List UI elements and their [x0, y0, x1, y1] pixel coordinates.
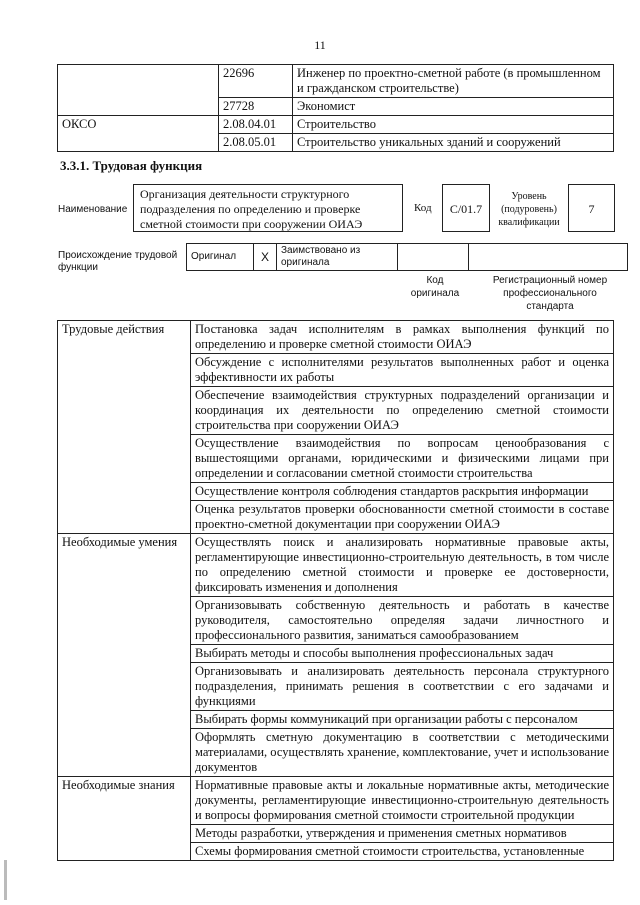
- reg-number-cell: [469, 244, 628, 271]
- category-cell: Необходимые знания: [58, 777, 191, 861]
- table-cell: 22696: [219, 65, 293, 98]
- table-cell: Осуществлять поиск и анализировать нормативные правовые акты, регламентирующие инвестиционно-строительную деятельность, в том числе по определению сметной стоимости и проверке ее достоверности, фиксировать изменения и дополнения: [191, 534, 614, 597]
- table-row: [58, 116, 614, 134]
- table-row: [58, 65, 614, 98]
- table-cell: Методы разработки, утверждения и применения сметных нормативов: [191, 825, 614, 843]
- table-cell: 27728: [219, 98, 293, 116]
- table-cell: Осуществление взаимодействия по вопросам ценообразования с вышестоящими органами, юридическими и физическими лицами при определении и согласовании сметной стоимости строительства: [191, 435, 614, 483]
- origin-label: Происхождение трудовой функции: [58, 250, 178, 273]
- table-cell: Строительство уникальных зданий и сооружений: [293, 134, 614, 152]
- table-row: [187, 244, 628, 271]
- table-cell: Обсуждение с исполнителями результатов выполненных работ и оценка эффективности их работы: [191, 354, 614, 387]
- section-heading: 3.3.1. Трудовая функция: [60, 158, 203, 173]
- category-cell: Необходимые умения: [58, 534, 191, 777]
- table-cell: Организовывать собственную деятельность и работать в качестве руководителя, самостоятельно определяя задачи личностного и профессионального развития, заниматься самообразованием: [191, 597, 614, 645]
- table-cell: Оформлять сметную документацию в соответствии с методическими материалами, осуществлять хранение, комплектование, учет и использование документов: [191, 729, 614, 777]
- table-cell: Выбирать формы коммуникаций при организации работы с персоналом: [191, 711, 614, 729]
- table-row: [58, 777, 614, 825]
- table-cell: Строительство: [293, 116, 614, 134]
- code-original-label: Код оригинала: [410, 275, 460, 299]
- scan-edge-mark: [4, 860, 7, 900]
- original-mark: X: [254, 244, 277, 271]
- code-label: Код: [414, 202, 432, 214]
- table-cell: 2.08.04.01: [219, 116, 293, 134]
- table-row: [58, 534, 614, 597]
- functions-table: [57, 320, 614, 861]
- function-name-box: Организация деятельности структурного подразделения по определению и проверке сметной стоимости при сооружении ОИАЭ: [133, 184, 403, 232]
- table-cell: [58, 65, 219, 116]
- table-cell: Инженер по проектно-сметной работе (в промышленном и гражданском строительстве): [293, 65, 614, 98]
- origin-table: [186, 243, 628, 271]
- level-value-box: 7: [568, 184, 615, 232]
- table-cell: Схемы формирования сметной стоимости строительства, установленные: [191, 843, 614, 861]
- table-cell: Экономист: [293, 98, 614, 116]
- level-label: Уровень (подуровень) квалификации: [498, 191, 560, 228]
- reg-number-label: Регистрационный номер профессионального стандарта: [492, 275, 608, 312]
- table-cell: Нормативные правовые акты и локальные нормативные акты, методические документы, регламентирующие инвестиционно-строительную деятельность и вопросы формирования сметной стоимости строительной продукции: [191, 777, 614, 825]
- table-cell: Организовывать и анализировать деятельность персонала структурного подразделения, принимать решения в соответствии с его задачами и функциями: [191, 663, 614, 711]
- name-label: Наименование: [58, 204, 128, 215]
- code-value-box: C/01.7: [442, 184, 490, 232]
- table-cell: Постановка задач исполнителям в рамках выполнения функций по определению и проверке сметной стоимости ОИАЭ: [191, 321, 614, 354]
- table-cell: 2.08.05.01: [219, 134, 293, 152]
- table-cell: ОКСО: [58, 116, 219, 152]
- category-cell: Трудовые действия: [58, 321, 191, 534]
- table-cell: Выбирать методы и способы выполнения профессиональных задач: [191, 645, 614, 663]
- borrowed-label: Заимствовано из оригинала: [277, 244, 398, 271]
- table-row: [58, 321, 614, 354]
- codes-table: [57, 64, 614, 152]
- code-original-cell: [398, 244, 469, 271]
- table-cell: Обеспечение взаимодействия структурных подразделений организации и координация их деятельности по определению сметной стоимости строительства при сооружении ОИАЭ: [191, 387, 614, 435]
- table-cell: Оценка результатов проверки обоснованности сметной стоимости в составе проектно-сметной документации при сооружении ОИАЭ: [191, 501, 614, 534]
- original-label: Оригинал: [187, 244, 254, 271]
- table-cell: Осуществление контроля соблюдения стандартов раскрытия информации: [191, 483, 614, 501]
- page-number: 11: [314, 38, 326, 52]
